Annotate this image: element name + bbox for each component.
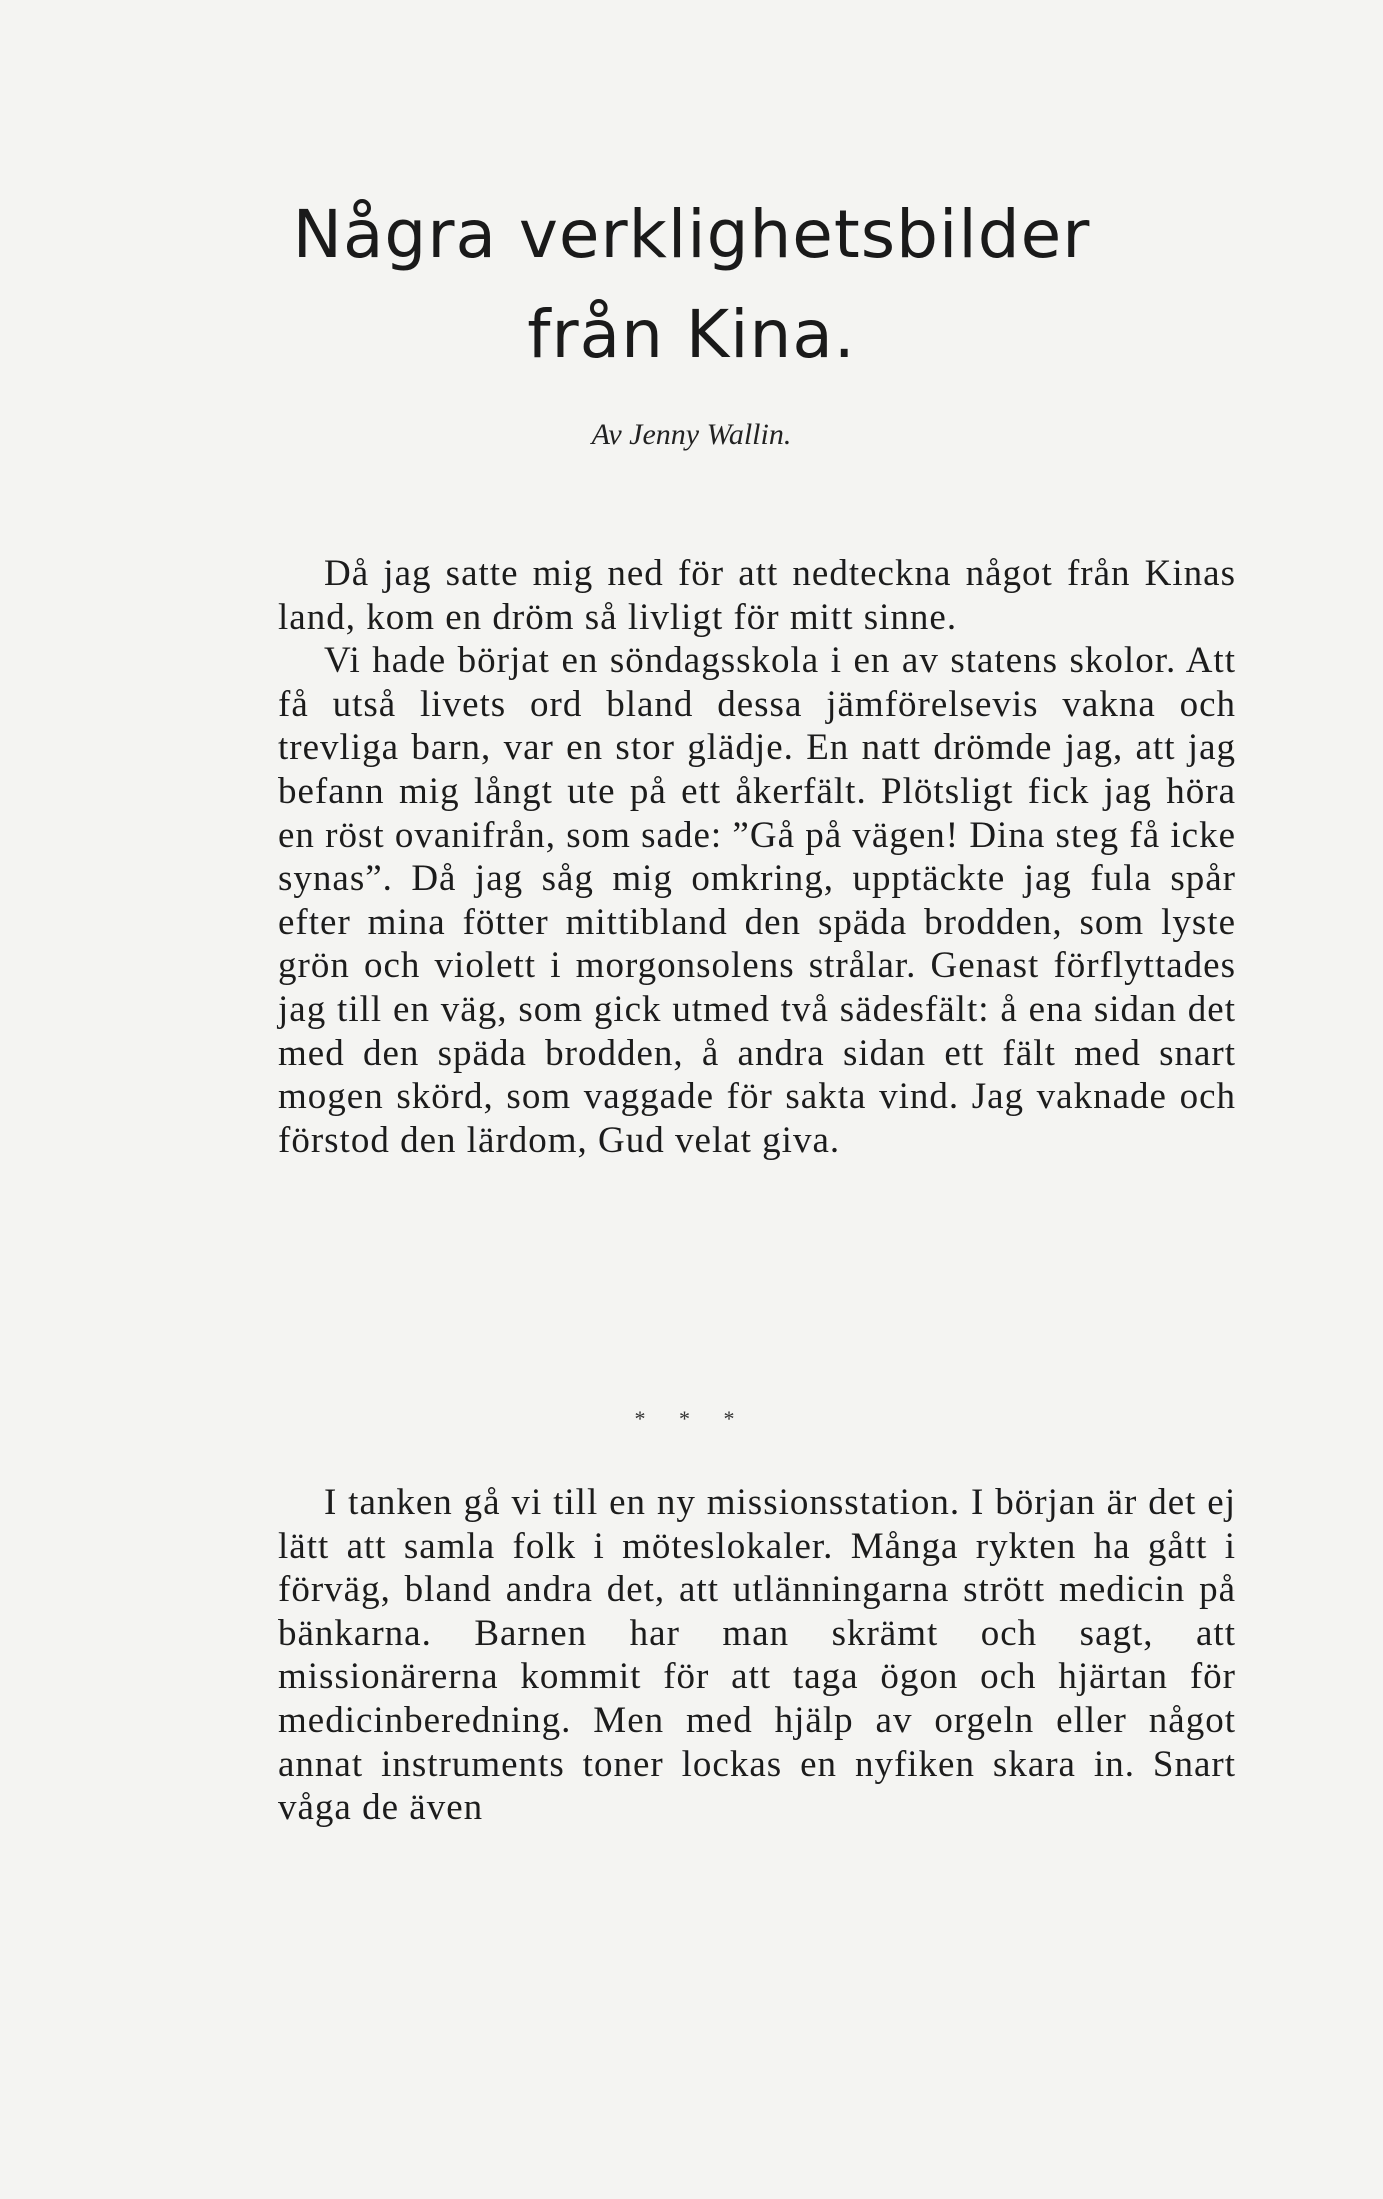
page-title-line-1: Några verklighetsbilder xyxy=(292,196,1091,273)
text-block-1 xyxy=(278,552,1236,1162)
text-block-2 xyxy=(278,1481,1236,1830)
paragraph-2: Vi hade börjat en söndagsskola i en av statens skolor. Att få utså livets ord bland dessa jämförelsevis vakna och trevliga barn, var en stor glädje. En natt drömde jag, att jag befann mig långt ute på ett åkerfält. Plötsligt fick jag höra en röst ovanifrån, som sade: ”Gå på vägen! Dina steg få icke synas”. Då jag såg mig omkring, upptäckte jag fula spår efter mina fötter mittibland den späda brodden, som lyste grön och violett i morgonsolens strålar. Genast förflyttades jag till en väg, som gick utmed två sädesfält: å ena sidan det med den späda brodden, å andra sidan ett fält med snart mogen skörd, som vaggade för sakta vind. Jag vaknade och förstod den lärdom, Gud velat giva. xyxy=(278,640,1236,1161)
paragraph-3: I tanken gå vi till en ny missionsstation. I början är det ej lätt att samla folk i möteslokaler. Många rykten ha gått i förväg, bland andra det, att utlänningarna strött medicin på bänkarna. Barnen har man skrämt och sagt, att missionärerna kommit för att taga ögon och hjärtan för medicinberedning. Men med hjälp av orgeln eller något annat instruments toner lockas en nyfiken skara in. Snart våga de även xyxy=(278,1482,1236,1829)
author-byline: Av Jenny Wallin. xyxy=(591,418,792,451)
section-separator: * * * xyxy=(634,1406,749,1431)
page-title-line-2: från Kina. xyxy=(527,296,856,373)
paragraph-1: Då jag satte mig ned för att nedteckna något från Kinas land, kom en dröm så livligt för mitt sinne. xyxy=(278,553,1236,638)
